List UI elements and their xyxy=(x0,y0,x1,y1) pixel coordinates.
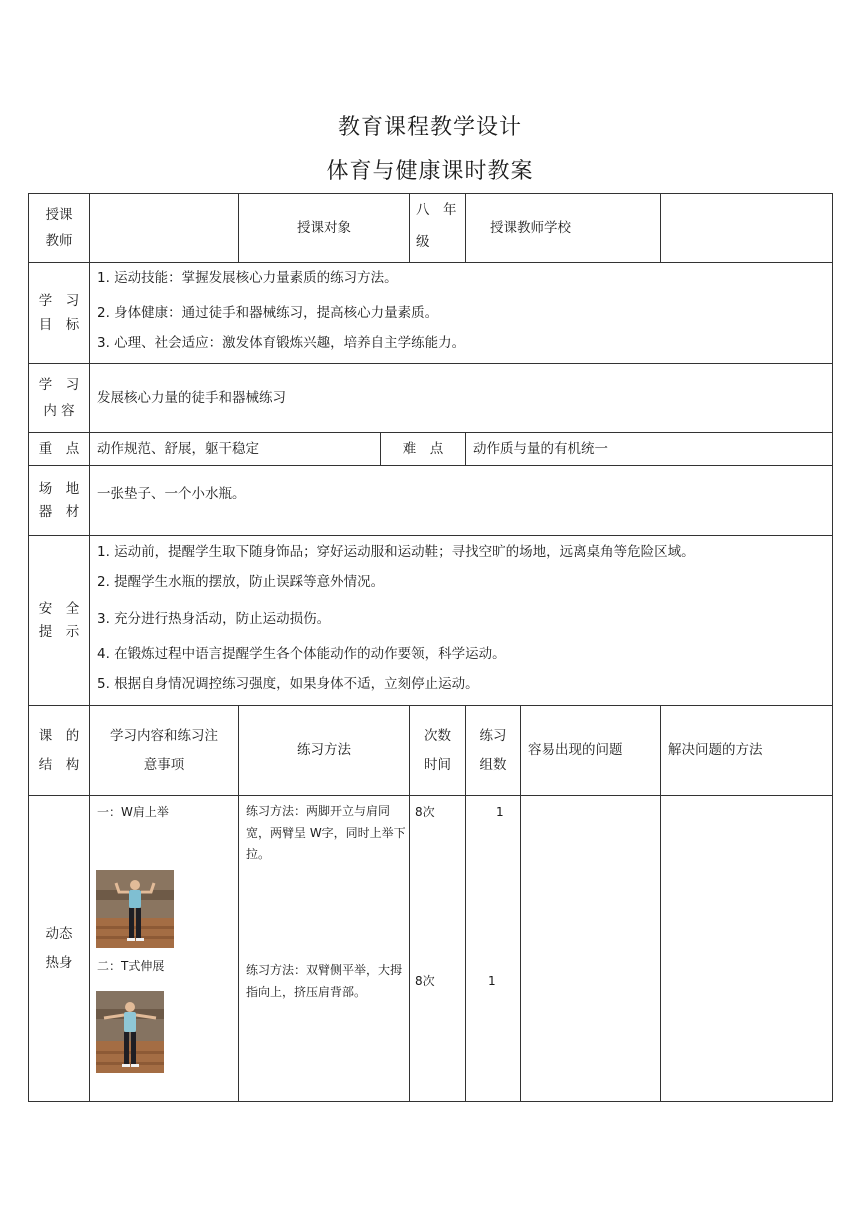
content-label-cell xyxy=(28,363,90,433)
key-value-cell xyxy=(89,432,381,466)
goals-label-cell xyxy=(28,262,90,364)
exercise-name: 一：W肩上举 xyxy=(97,805,169,819)
exercise-method: 练习方法：两脚开立与肩同宽，两臂呈 W字，同时上举下拉。 xyxy=(246,804,406,862)
sets-header-cell xyxy=(465,705,521,796)
content-label-line2: 内 容 xyxy=(43,403,75,419)
teacher-value-cell xyxy=(89,193,239,263)
method-header: 练习方法 xyxy=(297,742,351,759)
safety-item: 1. 运动前，提醒学生取下随身饰品；穿好运动服和运动鞋；寻找空旷的场地，远离桌角等危险区域。 xyxy=(97,544,695,560)
difficulty-text: 动作质与量的有机统一 xyxy=(473,440,608,457)
count-header-line1: 次数 xyxy=(424,728,451,745)
teacher-label-cell xyxy=(28,193,90,263)
warmup-problems-cell xyxy=(520,795,661,1102)
warmup-count-cell xyxy=(409,795,466,1102)
safety-label-line1: 安 全 xyxy=(38,601,80,618)
safety-item: 4. 在锻炼过程中语言提醒学生各个体能动作的动作要领，科学运动。 xyxy=(97,646,506,662)
problems-header-cell xyxy=(520,705,661,796)
exercise-sets: 1 xyxy=(496,805,504,819)
sets-header-line2: 组数 xyxy=(479,756,507,773)
warmup-label-line1: 动态 xyxy=(45,926,73,943)
venue-text: 一张垫子、一个小水瓶。 xyxy=(97,486,246,502)
key-label-cell xyxy=(28,432,90,466)
key-text: 动作规范、舒展，躯干稳定 xyxy=(97,440,259,457)
grade-line1: 八 年 xyxy=(416,202,457,218)
warmup-label-cell xyxy=(28,795,90,1102)
exercise-sets: 1 xyxy=(488,974,496,988)
grade-cell xyxy=(409,193,466,263)
sets-header-line1: 练习 xyxy=(479,728,507,745)
goal-item: 2. 身体健康：通过徒手和器械练习，提高核心力量素质。 xyxy=(97,305,439,321)
structure-header-cell xyxy=(28,705,90,796)
content-header-line1: 学习内容和练习注 xyxy=(110,728,218,745)
warmup-sets-cell xyxy=(465,795,521,1102)
warmup-solutions-cell xyxy=(660,795,833,1102)
structure-header-line1: 课 的 xyxy=(38,728,80,745)
goals-content-cell xyxy=(89,262,833,364)
exercise-name: 二：T式伸展 xyxy=(97,959,165,973)
content-header-line2: 意事项 xyxy=(143,756,185,773)
document-title: 教育课程教学设计 xyxy=(337,115,522,140)
safety-item: 5. 根据自身情况调控练习强度，如果身体不适，立刻停止运动。 xyxy=(97,676,479,692)
safety-label-cell xyxy=(28,535,90,706)
safety-item: 2. 提醒学生水瓶的摆放，防止误踩等意外情况。 xyxy=(97,574,385,590)
school-label: 授课教师学校 xyxy=(490,219,571,236)
exercise-count: 8次 xyxy=(415,805,435,819)
goal-item: 1. 运动技能：掌握发展核心力量素质的练习方法。 xyxy=(97,270,398,286)
grade-line2: 级 xyxy=(416,234,430,250)
difficulty-label: 难 点 xyxy=(402,440,444,457)
content-text: 发展核心力量的徒手和器械练习 xyxy=(97,389,286,406)
count-header-cell xyxy=(409,705,466,796)
audience-label-cell xyxy=(238,193,410,263)
school-value-cell xyxy=(660,193,833,263)
goals-label-line1: 学 习 xyxy=(38,292,80,309)
audience-label: 授课对象 xyxy=(297,219,351,236)
solutions-header: 解决问题的方法 xyxy=(668,742,763,759)
venue-value-cell xyxy=(89,465,833,536)
key-label: 重 点 xyxy=(38,440,80,457)
venue-label-line1: 场 地 xyxy=(38,481,80,498)
document-subtitle: 体育与健康课时教案 xyxy=(326,159,534,184)
school-label-cell xyxy=(465,193,661,263)
exercise-count: 8次 xyxy=(415,974,435,988)
venue-label-line2: 器 材 xyxy=(38,503,80,520)
content-value-cell xyxy=(89,363,833,433)
safety-label-line2: 提 示 xyxy=(38,623,80,640)
exercise-photo-t-stretch xyxy=(96,991,164,1073)
teacher-label-line2: 教师 xyxy=(45,233,73,249)
warmup-content-cell xyxy=(89,795,239,1102)
content-label-line1: 学 习 xyxy=(38,376,80,393)
exercise-photo-w-raise xyxy=(96,870,174,948)
problems-header: 容易出现的问题 xyxy=(528,742,623,758)
exercise-method: 练习方法：双臂侧平举，大拇指向上，挤压肩背部。 xyxy=(246,963,403,999)
difficulty-label-cell xyxy=(380,432,466,466)
goal-item: 3. 心理、社会适应：激发体育锻炼兴趣，培养自主学练能力。 xyxy=(97,335,466,351)
warmup-method-cell xyxy=(238,795,410,1102)
solutions-header-cell xyxy=(660,705,833,796)
goals-label-line2: 目 标 xyxy=(38,317,80,333)
lesson-plan-table xyxy=(28,193,833,1102)
method-header-cell xyxy=(238,705,410,796)
count-header-line2: 时间 xyxy=(424,756,451,773)
difficulty-value-cell xyxy=(465,432,833,466)
venue-label-cell xyxy=(28,465,90,536)
warmup-label-line2: 热身 xyxy=(45,954,73,971)
structure-header-line2: 结 构 xyxy=(38,756,80,773)
content-header-cell xyxy=(89,705,239,796)
safety-item: 3. 充分进行热身活动，防止运动损伤。 xyxy=(97,611,331,627)
teacher-label-line1: 授课 xyxy=(45,206,73,223)
safety-content-cell xyxy=(89,535,833,706)
